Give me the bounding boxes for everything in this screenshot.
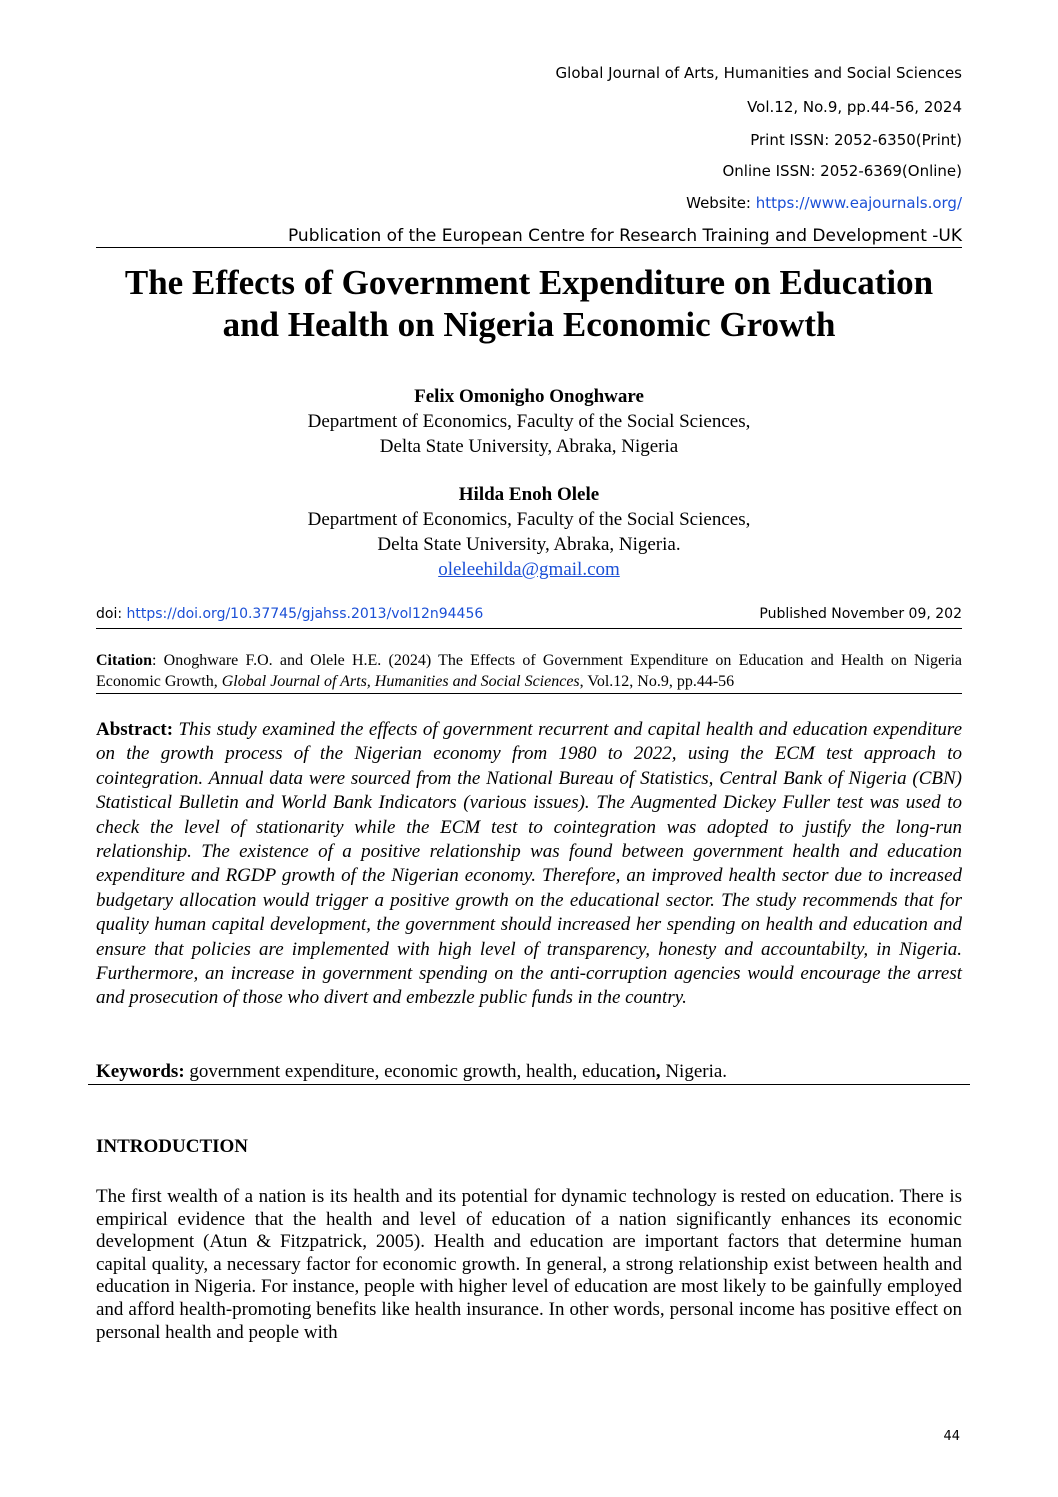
website-label: Website: — [686, 194, 756, 212]
keywords-divider — [88, 1084, 970, 1085]
online-issn: Online ISSN: 2052-6369(Online) — [722, 162, 962, 180]
section-heading: INTRODUCTION — [96, 1136, 249, 1157]
keywords-last: Nigeria. — [660, 1061, 728, 1082]
publisher-line: Publication of the European Centre for Research Training and Development -UK — [96, 226, 962, 248]
website-line — [686, 194, 962, 212]
print-issn: Print ISSN: 2052-6350(Print) — [750, 131, 962, 149]
doi-row — [96, 606, 962, 629]
doi-line — [96, 606, 483, 622]
keywords — [96, 1060, 962, 1084]
author-name: Hilda Enoh Olele — [458, 484, 600, 505]
author-affiliation: Delta State University, Abraka, Nigeria. — [377, 534, 681, 555]
author-block-2 — [96, 482, 962, 582]
citation — [96, 650, 962, 694]
paper-title — [80, 262, 978, 346]
website-link[interactable]: https://www.eajournals.org/ — [755, 194, 962, 212]
title-line-2: and Health on Nigeria Economic Growth — [222, 305, 836, 344]
citation-text: : Onoghware F.O. and Olele H.E. (2024) The Effects of Government Expenditure on Education and Health on Nigeria Economic Growth, — [96, 652, 962, 690]
keywords-text: government expenditure, economic growth, health, education — [184, 1061, 656, 1082]
keywords-label: Keywords: — [96, 1061, 185, 1082]
abstract — [96, 718, 962, 1011]
author-name: Felix Omonigho Onoghware — [414, 386, 644, 407]
published-date: Published November 09, 202 — [759, 606, 962, 622]
author-affiliation: Department of Economics, Faculty of the Social Sciences, — [307, 509, 751, 530]
journal-name: Global Journal of Arts, Humanities and Social Sciences — [555, 64, 962, 82]
introduction-paragraph: The first wealth of a nation is its health and its potential for dynamic technology is rested on education. There is empirical evidence that the health and level of education of a nation significantly enhances its economic development (Atun & Fitzpatrick, 2005). Health and education are important factors that determine human capital quality, a necessary factor for economic growth. In general, a strong relationship exist between health and education in Nigeria. For instance, people with higher level of education are most likely to be gainfully employed and afford health-promoting benefits like health insurance. In other words, personal income has positive effect on personal health and people with — [96, 1186, 962, 1343]
abstract-text: This study examined the effects of government recurrent and capital health and education expenditure on the growth process of the Nigerian economy from 1980 to 2022, using the ECM test approach to cointegration. Annual data were sourced from the National Bureau of Statistics, Central Bank of Nigeria (CBN) Statistical Bulletin and World Bank Indicators (various issues). The Augmented Dickey Fuller test was used to check the level of stationarity while the ECM test to cointegration was adopted to justify the long-run relationship. The existence of a positive relationship was found between government health and education expenditure and RGDP growth of the Nigerian economy. Therefore, an improved health sector due to increased budgetary allocation would trigger a positive growth on the educational sector. The study recommends that for quality human capital development, the government should increased her spending on health and education and ensure that policies are implemented with high level of transparency, honesty and accountabilty, in Nigeria. Furthermore, an increase in government spending on the anti-corruption agencies would encourage the arrest and prosecution of those who divert and embezzle public funds in the country. — [96, 719, 963, 1009]
keywords-comma: , — [655, 1061, 661, 1082]
author-affiliation: Delta State University, Abraka, Nigeria — [379, 436, 679, 457]
citation-text-end: , Vol.12, No.9, pp.44-56 — [579, 673, 735, 690]
author-email-link[interactable]: oleleehilda@gmail.com — [438, 559, 620, 580]
author-block-1 — [96, 384, 962, 459]
page-number: 44 — [943, 1429, 960, 1444]
doi-link[interactable]: https://doi.org/10.37745/gjahss.2013/vol12n94456 — [126, 606, 484, 622]
abstract-label: Abstract: — [96, 719, 174, 740]
doi-label: doi: — [96, 606, 127, 622]
citation-label: Citation — [96, 652, 152, 669]
citation-journal: Global Journal of Arts, Humanities and Social Sciences — [221, 673, 580, 690]
title-line-1: The Effects of Government Expenditure on Education — [124, 263, 934, 302]
volume-info: Vol.12, No.9, pp.44-56, 2024 — [747, 98, 962, 116]
author-affiliation: Department of Economics, Faculty of the Social Sciences, — [307, 411, 751, 432]
